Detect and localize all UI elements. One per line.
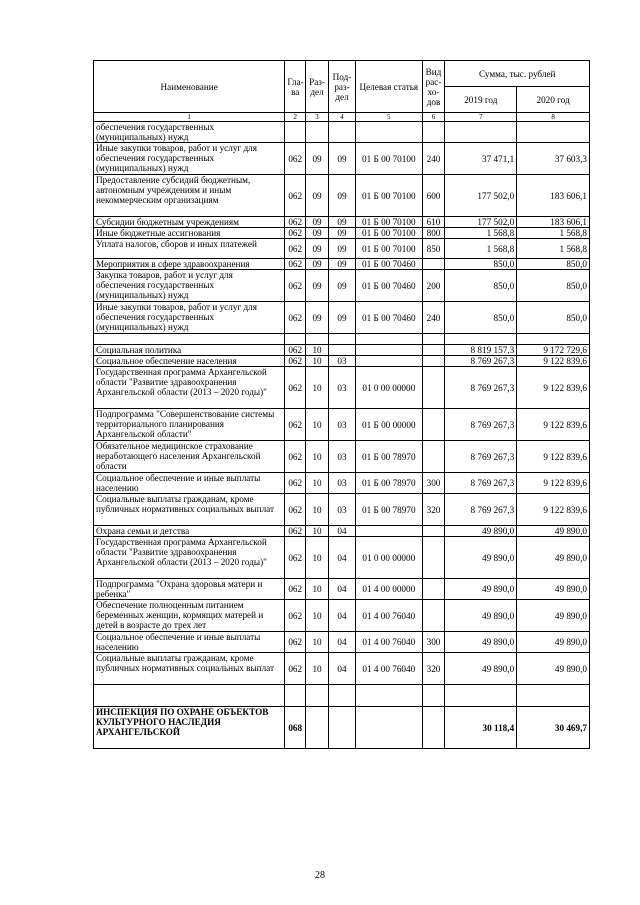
row-value-2019: 8 769 267,3 [445,494,517,526]
row-subsection [328,122,355,143]
row-section: 10 [306,367,329,409]
row-type: 610 [422,217,445,228]
row-target: 01 4 00 76040 [356,632,423,653]
row-section: 09 [306,175,329,217]
row-target: 01 Б 00 00000 [356,409,423,441]
table-row [94,441,590,473]
row-value-2019: 1 568,8 [445,228,517,239]
row-type [422,409,445,441]
table-row [94,239,590,259]
row-value-2020: 37 603,3 [517,143,590,175]
row-subsection: 03 [328,356,355,367]
row-target: 01 4 00 76040 [356,653,423,685]
row-target [356,526,423,537]
row-target: 01 Б 00 70460 [356,259,423,270]
row-subsection: 09 [328,239,355,259]
table-row [94,409,590,441]
table-row [94,494,590,526]
row-section [306,122,329,143]
row-value-2019: 8 769 267,3 [445,367,517,409]
table-row [94,473,590,494]
row-chapter [285,122,306,143]
row-subsection: 03 [328,473,355,494]
row-value-2020: 49 890,0 [517,653,590,685]
table-row [94,217,590,228]
row-name: Социальные выплаты гражданам, кроме публичных нормативных социальных выплат [94,653,285,685]
table-row [94,600,590,632]
row-chapter [285,334,306,345]
row-subsection: 03 [328,409,355,441]
row-type [422,356,445,367]
row-name: Обеспечение полноценным питанием беременных женщин, кормящих матерей и детей в возрасте до трех лет [94,600,285,632]
header-section: Раз-дел [306,61,329,113]
table-row [94,175,590,217]
row-chapter: 062 [285,653,306,685]
row-name: Государственная программа Архангельской области "Развитие здравоохранения Архангельской области (2013 – 2020 годы)" [94,537,285,579]
row-type [422,707,445,749]
row-target: 01 Б 00 78970 [356,473,423,494]
row-name: Обязательное медицинское страхование неработающего населения Архангельской области [94,441,285,473]
row-subsection: 09 [328,302,355,334]
row-name: ИНСПЕКЦИЯ ПО ОХРАНЕ ОБЪЕКТОВ КУЛЬТУРНОГО НАСЛЕДИЯ АРХАНГЕЛЬСКОЙ [94,707,285,749]
row-value-2020: 183 606,1 [517,175,590,217]
row-value-2020 [517,334,590,345]
row-chapter: 062 [285,473,306,494]
row-value-2019: 1 568,8 [445,239,517,259]
row-name: Социальные выплаты гражданам, кроме публичных нормативных социальных выплат [94,494,285,526]
row-name: Охрана семьи и детства [94,526,285,537]
row-section: 10 [306,494,329,526]
row-name [94,685,285,707]
row-section: 09 [306,239,329,259]
row-value-2020: 30 469,7 [517,707,590,749]
row-section: 10 [306,345,329,356]
row-section: 10 [306,632,329,653]
row-chapter: 062 [285,409,306,441]
row-name: Мероприятия в сфере здравоохранения [94,259,285,270]
row-value-2020: 9 122 839,6 [517,473,590,494]
column-index: 5 [356,113,423,122]
table-row [94,632,590,653]
row-section: 10 [306,441,329,473]
row-section: 10 [306,526,329,537]
row-value-2019: 49 890,0 [445,537,517,579]
row-value-2019: 37 471,1 [445,143,517,175]
row-section [306,685,329,707]
row-chapter: 062 [285,537,306,579]
row-value-2019: 850,0 [445,302,517,334]
row-section: 10 [306,356,329,367]
column-index: 6 [422,113,445,122]
row-target: 01 Б 00 70100 [356,239,423,259]
row-value-2019: 8 819 157,3 [445,345,517,356]
table-row [94,707,590,749]
row-target: 01 Б 00 70100 [356,217,423,228]
row-name: Субсидии бюджетным учреждениям [94,217,285,228]
row-chapter: 062 [285,345,306,356]
row-value-2020: 183 606,1 [517,217,590,228]
row-value-2019: 8 769 267,3 [445,409,517,441]
column-index: 3 [306,113,329,122]
row-target [356,707,423,749]
row-value-2020: 9 122 839,6 [517,367,590,409]
row-target: 01 0 00 00000 [356,537,423,579]
row-value-2020: 1 568,8 [517,228,590,239]
row-subsection: 04 [328,600,355,632]
row-section: 09 [306,228,329,239]
row-target [356,334,423,345]
row-value-2019 [445,685,517,707]
row-chapter: 062 [285,356,306,367]
row-chapter: 062 [285,441,306,473]
table-row [94,537,590,579]
row-chapter: 062 [285,367,306,409]
row-type: 240 [422,302,445,334]
row-chapter: 062 [285,239,306,259]
row-chapter: 062 [285,494,306,526]
table-row [94,259,590,270]
table-row [94,526,590,537]
table-row [94,143,590,175]
column-index: 7 [445,113,517,122]
row-type: 850 [422,239,445,259]
table-row [94,685,590,707]
row-subsection: 04 [328,526,355,537]
row-value-2019: 49 890,0 [445,600,517,632]
row-type: 320 [422,494,445,526]
row-type [422,600,445,632]
row-subsection: 03 [328,367,355,409]
row-subsection: 04 [328,632,355,653]
row-value-2019: 8 769 267,3 [445,356,517,367]
row-subsection: 09 [328,175,355,217]
row-subsection [328,685,355,707]
row-chapter: 062 [285,217,306,228]
row-value-2020 [517,122,590,143]
row-name: Социальное обеспечение и иные выплаты населению [94,473,285,494]
row-target [356,122,423,143]
table-row [94,228,590,239]
table-row [94,653,590,685]
row-name: Иные закупки товаров, работ и услуг для обеспечения государственных (муниципальных) нужд [94,302,285,334]
row-chapter: 062 [285,600,306,632]
row-type: 320 [422,653,445,685]
row-value-2020: 9 122 839,6 [517,441,590,473]
row-value-2020: 850,0 [517,302,590,334]
row-type [422,537,445,579]
row-section: 10 [306,473,329,494]
page-number: 28 [315,870,325,881]
row-chapter: 062 [285,143,306,175]
row-value-2020: 49 890,0 [517,526,590,537]
row-value-2019: 177 502,0 [445,217,517,228]
row-target: 01 0 00 00000 [356,367,423,409]
row-subsection: 09 [328,270,355,302]
row-type [422,259,445,270]
row-type: 200 [422,270,445,302]
row-chapter: 068 [285,707,306,749]
row-section: 09 [306,259,329,270]
row-name: Иные бюджетные ассигнования [94,228,285,239]
row-value-2019: 30 118,4 [445,707,517,749]
row-target: 01 4 00 76040 [356,600,423,632]
row-type [422,367,445,409]
row-type [422,579,445,600]
row-chapter: 062 [285,632,306,653]
row-name: обеспечения государственных (муниципальных) нужд [94,122,285,143]
table-row [94,122,590,143]
table-row [94,270,590,302]
row-target: 01 Б 00 70100 [356,175,423,217]
row-type: 240 [422,143,445,175]
row-target [356,345,423,356]
row-type [422,441,445,473]
row-section: 10 [306,579,329,600]
row-chapter: 062 [285,228,306,239]
table-row [94,302,590,334]
column-index: 8 [517,113,590,122]
row-type: 300 [422,632,445,653]
row-type [422,122,445,143]
column-index: 4 [328,113,355,122]
row-name: Государственная программа Архангельской области "Развитие здравоохранения Архангельской области (2013 – 2020 годы)" [94,367,285,409]
header-sum: Сумма, тыс. рублей [445,61,590,87]
row-type [422,345,445,356]
row-target: 01 4 00 00000 [356,579,423,600]
row-target: 01 Б 00 70100 [356,143,423,175]
row-type: 300 [422,473,445,494]
row-name: Закупка товаров, работ и услуг для обеспечения государственных (муниципальных) нужд [94,270,285,302]
table-row [94,356,590,367]
row-target [356,685,423,707]
table-row [94,367,590,409]
row-section: 10 [306,653,329,685]
column-index-row [94,113,590,122]
table-row [94,345,590,356]
header-name: Наименование [94,61,285,113]
row-value-2020: 9 122 839,6 [517,409,590,441]
row-value-2020: 850,0 [517,270,590,302]
row-value-2019: 49 890,0 [445,526,517,537]
row-value-2020: 9 172 729,6 [517,345,590,356]
row-type [422,526,445,537]
row-value-2020: 9 122 839,6 [517,356,590,367]
header-chapter: Гла-ва [285,61,306,113]
row-subsection [328,345,355,356]
row-target: 01 Б 00 70460 [356,302,423,334]
row-type: 600 [422,175,445,217]
row-name: Социальная политика [94,345,285,356]
row-value-2019 [445,334,517,345]
row-value-2019: 49 890,0 [445,632,517,653]
row-value-2019: 177 502,0 [445,175,517,217]
row-value-2019: 8 769 267,3 [445,473,517,494]
row-section: 10 [306,409,329,441]
row-section: 09 [306,143,329,175]
row-name: Подпрограмма "Совершенствование системы территориального планирования Архангельской области" [94,409,285,441]
row-name: Уплата налогов, сборов и иных платежей [94,239,285,259]
header-year-2020: 2020 год [517,87,590,113]
header-subsection: Под-раз-дел [328,61,355,113]
row-subsection [328,334,355,345]
row-value-2020: 9 122 839,6 [517,494,590,526]
row-subsection: 03 [328,441,355,473]
row-name: Подпрограмма "Охрана здоровья матери и ребенка" [94,579,285,600]
row-chapter: 062 [285,302,306,334]
row-value-2019: 8 769 267,3 [445,441,517,473]
row-section: 10 [306,600,329,632]
row-value-2020: 49 890,0 [517,537,590,579]
row-name: Предоставление субсидий бюджетным, автономным учреждениям и иным некоммерческим организациям [94,175,285,217]
row-subsection: 03 [328,494,355,526]
row-value-2020: 49 890,0 [517,632,590,653]
header-type: Вид рас-хо-дов [422,61,445,113]
row-name: Иные закупки товаров, работ и услуг для обеспечения государственных (муниципальных) нужд [94,143,285,175]
column-index: 1 [94,113,285,122]
row-subsection: 09 [328,228,355,239]
row-value-2019: 49 890,0 [445,579,517,600]
row-subsection: 04 [328,537,355,579]
row-subsection: 09 [328,143,355,175]
row-type: 800 [422,228,445,239]
row-chapter: 062 [285,259,306,270]
row-section: 09 [306,302,329,334]
row-subsection: 09 [328,217,355,228]
row-value-2019: 850,0 [445,270,517,302]
row-subsection: 09 [328,259,355,270]
row-type [422,685,445,707]
row-subsection [328,707,355,749]
row-target: 01 Б 00 70460 [356,270,423,302]
column-index: 2 [285,113,306,122]
row-name: Социальное обеспечение населения [94,356,285,367]
row-subsection: 04 [328,653,355,685]
row-section: 09 [306,270,329,302]
row-chapter: 062 [285,270,306,302]
row-subsection: 04 [328,579,355,600]
row-section: 09 [306,217,329,228]
row-value-2019: 850,0 [445,259,517,270]
row-value-2020 [517,685,590,707]
row-chapter: 062 [285,175,306,217]
row-value-2020: 49 890,0 [517,579,590,600]
row-chapter [285,685,306,707]
row-chapter: 062 [285,526,306,537]
table-row [94,579,590,600]
header-year-2019: 2019 год [445,87,517,113]
budget-table [93,60,590,749]
table-row [94,334,590,345]
row-target: 01 Б 00 70100 [356,228,423,239]
header-target: Целевая статья [356,61,423,113]
row-type [422,334,445,345]
row-section [306,334,329,345]
row-value-2020: 49 890,0 [517,600,590,632]
row-name [94,334,285,345]
row-target: 01 Б 00 78970 [356,441,423,473]
table-body [94,122,590,749]
row-chapter: 062 [285,579,306,600]
row-section [306,707,329,749]
row-target: 01 Б 00 78970 [356,494,423,526]
row-name: Социальное обеспечение и иные выплаты населению [94,632,285,653]
row-section: 10 [306,537,329,579]
row-value-2020: 1 568,8 [517,239,590,259]
row-value-2019 [445,122,517,143]
row-value-2020: 850,0 [517,259,590,270]
row-value-2019: 49 890,0 [445,653,517,685]
row-target [356,356,423,367]
